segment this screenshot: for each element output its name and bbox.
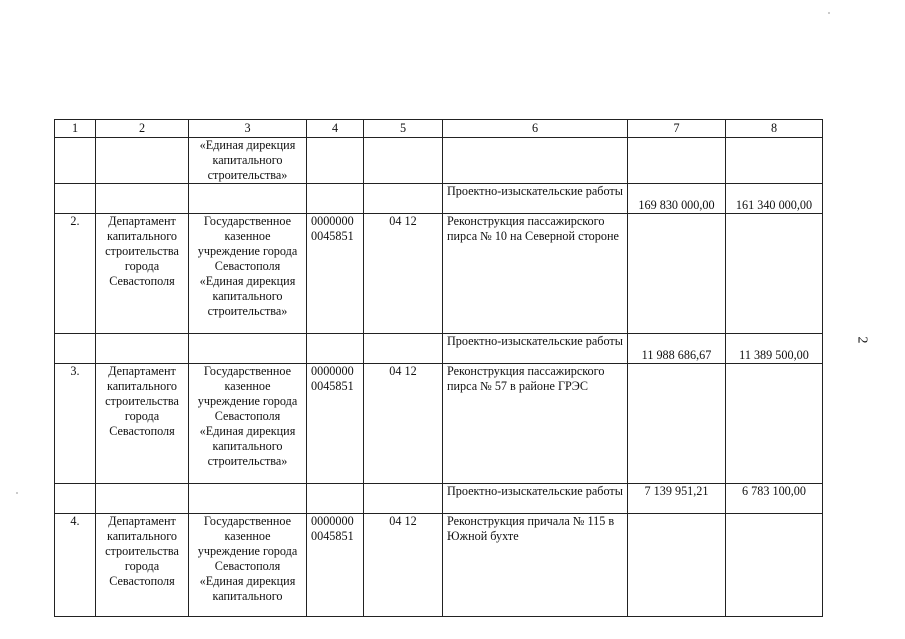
code-cell: 0000000 0045851 <box>307 364 364 484</box>
amount-col7-cell: 11 988 686,67 <box>628 334 726 364</box>
department-cell <box>96 334 189 364</box>
description-cell <box>443 138 628 184</box>
description-cell: Проектно-изыскательские работы <box>443 184 628 214</box>
amount-col8-cell: 6 783 100,00 <box>726 484 823 514</box>
code-cell: 0000000 0045851 <box>307 514 364 617</box>
header-cell: 1 <box>55 120 96 138</box>
table-header-row <box>55 120 823 138</box>
amount-col8-cell <box>726 364 823 484</box>
scan-speck <box>828 12 830 14</box>
row-number: 2. <box>55 214 96 334</box>
amount-col8-cell <box>726 214 823 334</box>
code-cell <box>307 184 364 214</box>
institution-cell <box>189 484 307 514</box>
budget-table <box>54 119 823 617</box>
description-cell: Проектно-изыскательские работы <box>443 484 628 514</box>
description-cell: Реконструкция причала № 115 в Южной бухте <box>443 514 628 617</box>
amount-col8-cell: 161 340 000,00 <box>726 184 823 214</box>
table-row <box>55 514 823 617</box>
description-cell: Реконструкция пассажирского пирса № 57 в районе ГРЭС <box>443 364 628 484</box>
section-cell: 04 12 <box>364 364 443 484</box>
page-number: 2 <box>854 336 870 344</box>
code-cell <box>307 484 364 514</box>
description-cell: Реконструкция пассажирского пирса № 10 на Северной стороне <box>443 214 628 334</box>
department-cell <box>96 184 189 214</box>
header-cell: 8 <box>726 120 823 138</box>
table-row <box>55 138 823 184</box>
header-cell: 6 <box>443 120 628 138</box>
amount-col7-cell <box>628 514 726 617</box>
department-cell <box>96 484 189 514</box>
row-number <box>55 184 96 214</box>
row-number: 4. <box>55 514 96 617</box>
amount-col8-cell <box>726 138 823 184</box>
amount-col7-cell: 169 830 000,00 <box>628 184 726 214</box>
institution-cell: «Единая дирекция капитального строительства» <box>189 138 307 184</box>
header-cell: 7 <box>628 120 726 138</box>
department-cell: Департамент капитального строительства города Севастополя <box>96 214 189 334</box>
description-cell: Проектно-изыскательские работы <box>443 334 628 364</box>
section-cell <box>364 484 443 514</box>
institution-cell: Государственное казенное учреждение города Севастополя «Единая дирекция капитального строительства» <box>189 214 307 334</box>
table-row <box>55 484 823 514</box>
section-cell: 04 12 <box>364 514 443 617</box>
amount-col7-cell: 7 139 951,21 <box>628 484 726 514</box>
section-cell: 04 12 <box>364 214 443 334</box>
institution-cell: Государственное казенное учреждение города Севастополя «Единая дирекция капитального <box>189 514 307 617</box>
table-row <box>55 214 823 334</box>
table-row <box>55 334 823 364</box>
institution-cell <box>189 334 307 364</box>
section-cell <box>364 184 443 214</box>
amount-col7-cell <box>628 138 726 184</box>
institution-cell: Государственное казенное учреждение города Севастополя «Единая дирекция капитального строительства» <box>189 364 307 484</box>
section-cell <box>364 334 443 364</box>
code-cell <box>307 138 364 184</box>
amount-col8-cell: 11 389 500,00 <box>726 334 823 364</box>
amount-col8-cell <box>726 514 823 617</box>
header-cell: 5 <box>364 120 443 138</box>
code-cell <box>307 334 364 364</box>
row-number <box>55 138 96 184</box>
department-cell: Департамент капитального строительства города Севастополя <box>96 514 189 617</box>
row-number <box>55 334 96 364</box>
row-number: 3. <box>55 364 96 484</box>
department-cell: Департамент капитального строительства города Севастополя <box>96 364 189 484</box>
section-cell <box>364 138 443 184</box>
code-cell: 0000000 0045851 <box>307 214 364 334</box>
table-row <box>55 364 823 484</box>
amount-col7-cell <box>628 364 726 484</box>
header-cell: 3 <box>189 120 307 138</box>
table-row <box>55 184 823 214</box>
header-cell: 4 <box>307 120 364 138</box>
header-cell: 2 <box>96 120 189 138</box>
institution-cell <box>189 184 307 214</box>
department-cell <box>96 138 189 184</box>
scan-speck <box>16 492 18 494</box>
amount-col7-cell <box>628 214 726 334</box>
row-number <box>55 484 96 514</box>
